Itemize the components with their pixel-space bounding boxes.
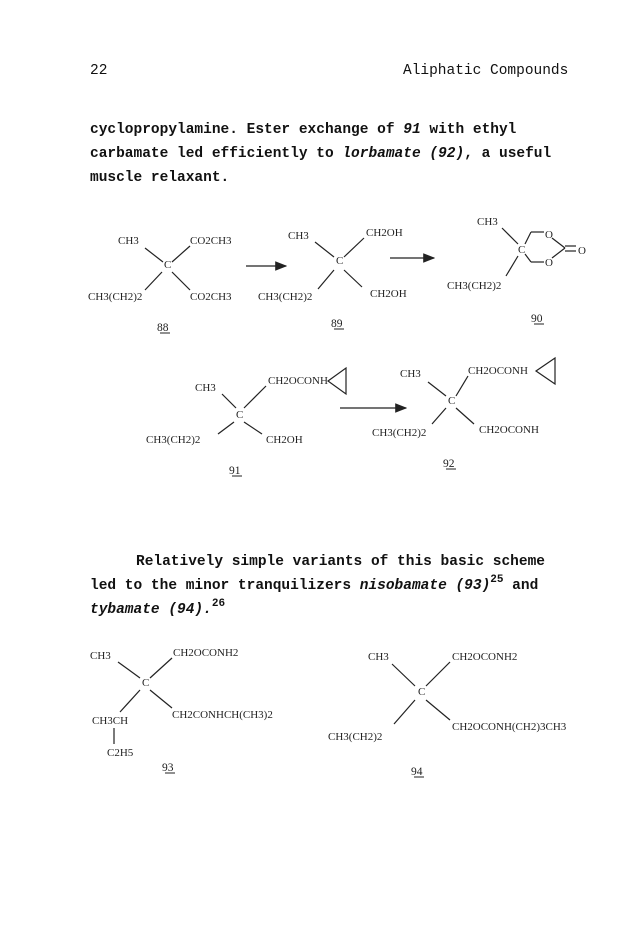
carbonyl-oxygen: O <box>578 245 586 257</box>
quaternary-carbon: C <box>236 409 244 421</box>
structure-92 <box>372 358 555 470</box>
page-number: 22 <box>90 63 108 79</box>
compound-label-90: 90 <box>531 313 543 325</box>
carbamate-group: CH2OCONH <box>479 424 539 436</box>
propyl-group: CH3(CH2)2 <box>328 731 383 743</box>
compound-ref-92: (92) <box>429 146 465 162</box>
compound-ref-91: 91 <box>403 122 421 138</box>
cyclopropyl-ring <box>536 358 555 384</box>
compound-ref-93: (93) <box>455 578 491 594</box>
structure-88 <box>88 235 232 334</box>
compound-label-91: 91 <box>229 465 241 477</box>
quaternary-carbon: C <box>164 259 172 271</box>
quaternary-carbon: C <box>142 677 150 689</box>
ester-group: CO2CH3 <box>190 291 232 303</box>
compound-label-88: 88 <box>157 322 169 334</box>
compound-label-92: 92 <box>443 458 455 470</box>
ethyl-group: C2H5 <box>107 747 134 759</box>
methyl-group: CH3 <box>288 230 309 242</box>
amide-group: CH2CONHCH(CH3)2 <box>172 709 273 721</box>
compound-label-89: 89 <box>331 318 343 330</box>
sec-butyl-group: CH3CH <box>92 715 129 727</box>
compound-label-94: 94 <box>411 766 423 778</box>
structure-91 <box>146 368 346 477</box>
hydroxymethyl-group: CH2OH <box>366 227 403 239</box>
butylcarbamate-group: CH2OCONH(CH2)3CH3 <box>452 721 567 733</box>
quaternary-carbon: C <box>448 395 456 407</box>
structure-90 <box>447 216 586 325</box>
quaternary-carbon: C <box>418 686 426 698</box>
structure-94 <box>328 651 567 778</box>
methyl-group: CH3 <box>195 382 216 394</box>
quaternary-carbon: C <box>336 255 344 267</box>
propyl-group: CH3(CH2)2 <box>88 291 143 303</box>
carbamate-group: CH2OCONH2 <box>452 651 518 663</box>
compound-ref-94: (94). <box>168 602 212 618</box>
ring-oxygen: O <box>545 257 553 269</box>
methyl-group: CH3 <box>477 216 498 228</box>
drug-name-tybamate: tybamate <box>90 602 160 618</box>
hydroxymethyl-group: CH2OH <box>266 434 303 446</box>
drug-name-lorbamate: lorbamate <box>342 146 421 162</box>
carbamate-group: CH2OCONH <box>468 365 528 377</box>
propyl-group: CH3(CH2)2 <box>447 280 502 292</box>
running-title: Aliphatic Compounds <box>403 63 569 79</box>
citation-25: 25 <box>490 574 504 586</box>
propyl-group: CH3(CH2)2 <box>146 434 201 446</box>
text-run: , a useful muscle relaxant. <box>90 146 552 186</box>
compound-label-93: 93 <box>162 762 174 774</box>
methyl-group: CH3 <box>400 368 421 380</box>
methyl-group: CH3 <box>118 235 139 247</box>
text-run: Relatively simple variants of this basic scheme led to the minor tranquilizers <box>90 554 545 594</box>
text-run: and <box>503 578 539 594</box>
text-run: cyclopropylamine. Ester exchange of <box>90 122 404 138</box>
propyl-group: CH3(CH2)2 <box>258 291 313 303</box>
methyl-group: CH3 <box>368 651 389 663</box>
hydroxymethyl-group: CH2OH <box>370 288 407 300</box>
methyl-group: CH3 <box>90 650 111 662</box>
ring-oxygen: O <box>545 229 553 241</box>
propyl-group: CH3(CH2)2 <box>372 427 427 439</box>
drug-name-nisobamate: nisobamate <box>359 578 447 594</box>
text-run: with ethyl carbamate led efficiently to <box>90 122 517 162</box>
structure-93 <box>90 647 273 774</box>
carbamate-group: CH2OCONH2 <box>173 647 239 659</box>
cyclopropyl-ring <box>328 368 346 394</box>
citation-26: 26 <box>211 598 226 610</box>
carbamate-group: CH2OCONH <box>268 375 328 387</box>
ester-group: CO2CH3 <box>190 235 232 247</box>
structure-89 <box>258 227 407 330</box>
quaternary-carbon: C <box>518 244 526 256</box>
